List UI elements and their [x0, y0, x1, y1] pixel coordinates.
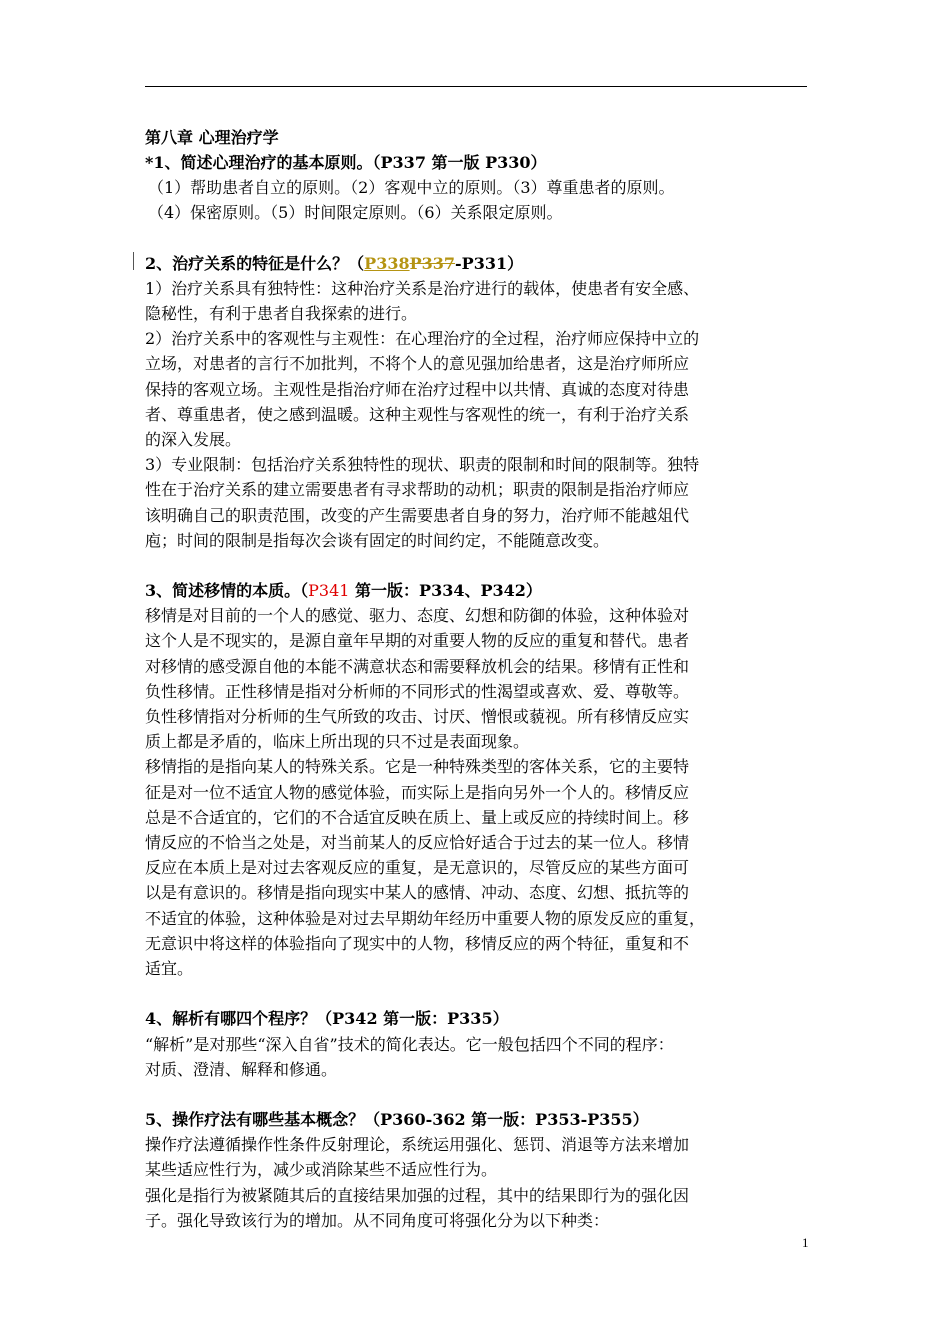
question-2-line: 者、尊重患者，使之感到温暖。这种主观性与客观性的统一，有利于治疗关系 [145, 404, 690, 424]
question-1-line: （4）保密原则。（5）时间限定原则。（6）关系限定原则。 [148, 203, 563, 223]
question-4-body [145, 1032, 825, 1082]
question-3-line: 负性移情。正性移情是指对分析师的不同形式的性渴望或喜欢、爱、尊敬等。 [145, 681, 690, 701]
question-3-ref-rest: 第一版：P334、P342） [349, 581, 542, 601]
question-5-line: 某些适应性行为，减少或消除某些不适应性行为。 [145, 1160, 498, 1180]
question-2-ref-inserted: P338 [364, 253, 410, 273]
question-3-line: 以是有意识的。移情是指向现实中某人的感情、冲动、态度、幻想、抵抗等的 [145, 883, 690, 903]
question-2-line: 3）专业限制：包括治疗关系独特性的现状、职责的限制和时间的限制等。独特 [145, 455, 700, 475]
question-2-ref-open: （ [348, 253, 365, 273]
question-3-line: 反应在本质上是对过去客观反应的重复，是无意识的，尽管反应的某些方面可 [145, 858, 690, 878]
question-3-line: 移情指的是指向某人的特殊关系。它是一种特殊类型的客体关系，它的主要特 [145, 757, 690, 777]
question-3-line: 不适宜的体验，这种体验是对过去早期幼年经历中重要人物的原发反应的重复， [145, 908, 706, 928]
question-2-line: 该明确自己的职责范围，改变的产生需要患者自身的努力，治疗师不能越俎代 [145, 505, 690, 525]
question-3-ref-red: P341 [308, 581, 350, 601]
question-4-line: “解析”是对那些“深入自省”技术的简化表达。它一般包括四个不同的程序： [145, 1034, 674, 1054]
question-3-line: 这个人是不现实的，是源自童年早期的对重要人物的反应的重复和替代。患者 [145, 631, 690, 651]
question-5-body [145, 1132, 825, 1233]
question-5-heading [145, 1107, 825, 1132]
question-5-line: 子。强化导致该行为的增加。从不同角度可将强化分为以下种类： [145, 1210, 610, 1230]
question-1-title: *1、简述心理治疗的基本原则。 [145, 153, 373, 172]
question-1-line: （1）帮助患者自立的原则。（2）客观中立的原则。（3）尊重患者的原则。 [148, 178, 675, 198]
document-body [145, 125, 825, 1233]
question-4-line: 对质、澄清、解释和修通。 [145, 1059, 338, 1079]
question-3-line: 无意识中将这样的体验指向了现实中的人物，移情反应的两个特征，重复和不 [145, 933, 690, 953]
question-5-page-ref: （P360-362 第一版：P353-P355） [364, 1109, 649, 1129]
question-2-ref-deleted: P337 [409, 253, 456, 273]
revision-change-bar [133, 252, 134, 270]
question-3-line: 对移情的感受源自他的本能不满意状态和需要释放机会的结果。移情有正性和 [145, 656, 690, 676]
question-5-title: 5、操作疗法有哪些基本概念？ [145, 1109, 365, 1129]
question-2-line: 1）治疗关系具有独特性：这种治疗关系是治疗进行的载体，使患者有安全感、 [145, 278, 700, 298]
question-2-body [145, 276, 825, 553]
question-4-page-ref: （P342 第一版：P335） [316, 1009, 509, 1029]
question-2-line: 庖；时间的限制是指每次会谈有固定的时间约定，不能随意改变。 [145, 530, 610, 550]
question-2-title: 2、治疗关系的特征是什么？ [145, 253, 349, 273]
question-5-line: 操作疗法遵循操作性条件反射理论，系统运用强化、惩罚、消退等方法来增加 [145, 1135, 690, 1155]
question-4-heading [145, 1006, 825, 1031]
question-1-page-ref: （P337 第一版 P330） [372, 153, 547, 172]
question-3-line: 总是不合适宜的，它们的不合适宜反映在质上、量上或反应的持续时间上。移 [145, 807, 690, 827]
question-1-heading [145, 150, 825, 175]
question-3-line: 征是对一位不适宜人物的感觉体验，而实际上是指向另外一个人的。移情反应 [145, 782, 690, 802]
chapter-title: 第八章 心理治疗学 [145, 128, 279, 147]
question-2-ref-close: -P331） [455, 253, 524, 273]
question-3-line: 负性移情指对分析师的生气所致的攻击、讨厌、憎恨或藐视。所有移情反应实 [145, 707, 690, 727]
question-2-line: 保持的客观立场。主观性是指治疗师在治疗过程中以共情、真诚的态度对待患 [145, 379, 690, 399]
header-rule [145, 86, 807, 87]
question-2-line: 2）治疗关系中的客观性与主观性：在心理治疗的全过程，治疗师应保持中立的 [145, 329, 700, 349]
question-3-heading [145, 578, 825, 603]
question-2-line: 隐秘性，有利于患者自我探索的进行。 [145, 304, 418, 324]
question-3-line: 质上都是矛盾的，临床上所出现的只不过是表面现象。 [145, 732, 530, 752]
question-3-line: 情反应的不恰当之处是，对当前某人的反应恰好适合于过去的某一位人。移情 [145, 833, 690, 853]
question-4-title: 4、解析有哪四个程序？ [145, 1009, 317, 1029]
question-3-body [145, 603, 825, 981]
question-5-line: 强化是指行为被紧随其后的直接结果加强的过程，其中的结果即行为的强化因 [145, 1185, 690, 1205]
question-3-title: 3、简述移情的本质。 [145, 581, 301, 601]
page-number: 1 [802, 1235, 809, 1250]
question-2-line: 立场，对患者的言行不加批判，不将个人的意见强加给患者，这是治疗师所应 [145, 354, 690, 374]
question-3-line: 适宜。 [145, 959, 194, 979]
question-2-line: 的深入发展。 [145, 430, 242, 450]
question-3-ref-open: （ [300, 581, 309, 601]
question-2-heading [145, 251, 825, 276]
question-2-line: 性在于治疗关系的建立需要患者有寻求帮助的动机；职责的限制是指治疗师应 [145, 480, 690, 500]
question-3-line: 移情是对目前的一个人的感觉、驱力、态度、幻想和防御的体验，这种体验对 [145, 606, 690, 626]
